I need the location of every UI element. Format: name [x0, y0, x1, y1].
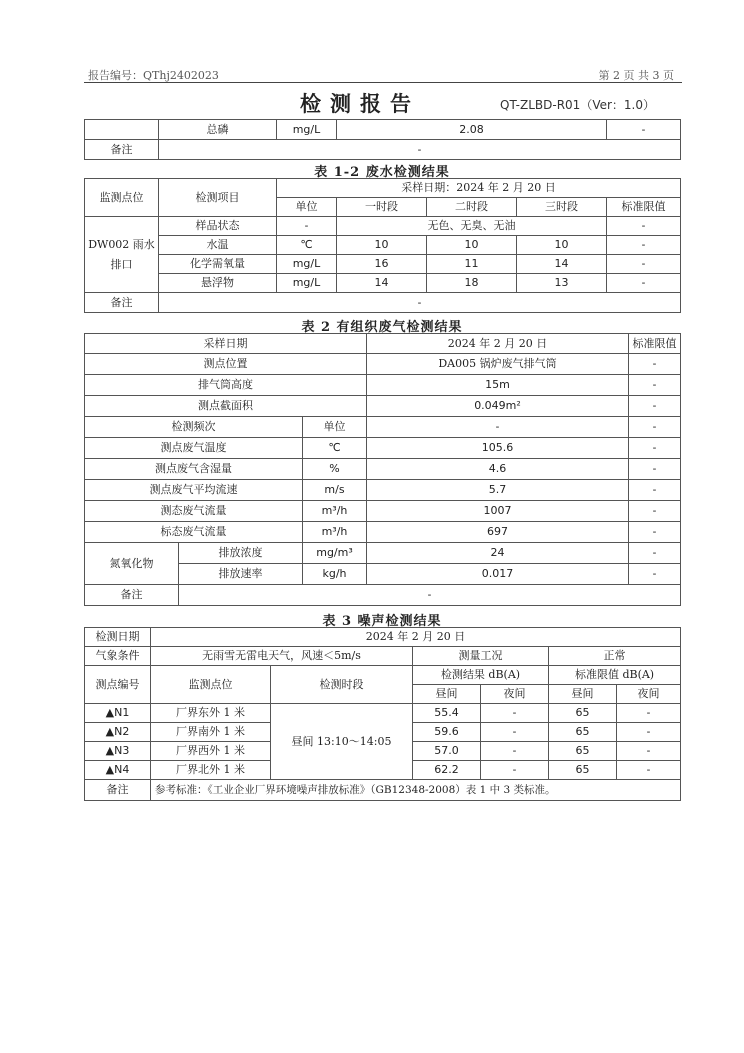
day-result: 62.2 — [413, 761, 481, 780]
point-location: 厂界东外 1 米 — [151, 704, 271, 723]
row-unit: m³/h — [303, 522, 367, 543]
noise-table — [84, 627, 681, 801]
header-limit: 标准限值 — [607, 198, 681, 217]
row-limit: - — [629, 501, 681, 522]
unit-cell: - — [277, 217, 337, 236]
wastewater-table — [84, 178, 681, 313]
value-cell: 14 — [337, 274, 427, 293]
page-header — [84, 66, 682, 83]
remark-label: 备注 — [85, 585, 179, 606]
period-value: 昼间 13:10～14:05 — [271, 704, 413, 780]
remark-value: - — [159, 140, 681, 160]
header-period-2: 二时段 — [427, 198, 517, 217]
limit-cell: - — [607, 236, 681, 255]
row-limit: - — [629, 375, 681, 396]
row-label: 测点废气平均流速 — [85, 480, 303, 501]
row-unit: % — [303, 459, 367, 480]
row-label: 测点截面积 — [85, 396, 367, 417]
item-cell: 样品状态 — [159, 217, 277, 236]
point-no: ▲N2 — [85, 723, 151, 742]
row-limit: - — [629, 564, 681, 585]
page-info: 第 2 页 共 3 页 — [598, 69, 674, 82]
row-label: 测点废气温度 — [85, 438, 303, 459]
row-limit: - — [629, 354, 681, 375]
row-label: 标态废气流量 — [85, 522, 303, 543]
header-limit-day: 昼间 — [549, 685, 617, 704]
row-unit: kg/h — [303, 564, 367, 585]
day-result: 59.6 — [413, 723, 481, 742]
row-label: 测态废气流量 — [85, 501, 303, 522]
continued-table — [84, 119, 681, 160]
row-limit: - — [629, 459, 681, 480]
remark-label: 备注 — [85, 780, 151, 801]
remark-value: 参考标准：《工业企业厂界环境噪声排放标准》（GB12348-2008）表 1 中 3 类标准。 — [151, 780, 681, 801]
point-no: ▲N1 — [85, 704, 151, 723]
row-value: DA005 锅炉废气排气筒 — [367, 354, 629, 375]
header-item: 检测项目 — [159, 179, 277, 217]
remark-label: 备注 — [85, 140, 159, 160]
header-period-1: 一时段 — [337, 198, 427, 217]
remark-value: - — [159, 293, 681, 313]
row-label: 排放浓度 — [179, 543, 303, 564]
value-cell: 2.08 — [337, 120, 607, 140]
header-limit: 标准限值 — [629, 334, 681, 354]
row-unit: ℃ — [303, 438, 367, 459]
night-result: - — [481, 704, 549, 723]
header-unit: 单位 — [277, 198, 337, 217]
point-location: 厂界西外 1 米 — [151, 742, 271, 761]
night-limit: - — [617, 761, 681, 780]
value-cell: 14 — [517, 255, 607, 274]
row-value: 24 — [367, 543, 629, 564]
night-result: - — [481, 723, 549, 742]
row-value: 0.049m² — [367, 396, 629, 417]
point-no: ▲N3 — [85, 742, 151, 761]
remark-label: 备注 — [85, 293, 159, 313]
row-value: 15m — [367, 375, 629, 396]
row-unit: mg/m³ — [303, 543, 367, 564]
row-limit: - — [629, 522, 681, 543]
day-limit: 65 — [549, 742, 617, 761]
unit-cell: mg/L — [277, 120, 337, 140]
row-label: 测点废气含湿量 — [85, 459, 303, 480]
row-value: 105.6 — [367, 438, 629, 459]
nox-label: 氮氧化物 — [85, 543, 179, 585]
header-point: 监测点位 — [151, 666, 271, 704]
row-limit: - — [629, 480, 681, 501]
header-limit-night: 夜间 — [617, 685, 681, 704]
weather-value: 无雨雪无雷电天气，风速＜5m/s — [151, 647, 413, 666]
row-value: 5.7 — [367, 480, 629, 501]
row-value: 0.017 — [367, 564, 629, 585]
row-unit: m/s — [303, 480, 367, 501]
value-cell: 10 — [427, 236, 517, 255]
row-unit: m³/h — [303, 501, 367, 522]
item-cell: 水温 — [159, 236, 277, 255]
unit-cell: ℃ — [277, 236, 337, 255]
value-cell: 16 — [337, 255, 427, 274]
header-date-label: 采样日期 — [85, 334, 367, 354]
row-label: 测点位置 — [85, 354, 367, 375]
header-no: 测点编号 — [85, 666, 151, 704]
freq-label: 检测频次 — [85, 417, 303, 438]
night-limit: - — [617, 723, 681, 742]
night-result: - — [481, 761, 549, 780]
freq-limit: - — [629, 417, 681, 438]
header-night: 夜间 — [481, 685, 549, 704]
row-value: 697 — [367, 522, 629, 543]
day-result: 55.4 — [413, 704, 481, 723]
item-cell: 悬浮物 — [159, 274, 277, 293]
day-limit: 65 — [549, 704, 617, 723]
report-number: 报告编号：QThj2402023 — [88, 69, 219, 82]
unit-cell: mg/L — [277, 255, 337, 274]
document-title: 检测报告 — [300, 91, 420, 116]
value-cell: 18 — [427, 274, 517, 293]
unit-cell: mg/L — [277, 274, 337, 293]
value-cell: 11 — [427, 255, 517, 274]
row-value: 4.6 — [367, 459, 629, 480]
row-label: 排气筒高度 — [85, 375, 367, 396]
value-cell: 无色、无臭、无油 — [337, 217, 607, 236]
day-result: 57.0 — [413, 742, 481, 761]
header-period: 检测时段 — [271, 666, 413, 704]
header-result: 检测结果 dB(A) — [413, 666, 549, 685]
condition-label: 测量工况 — [413, 647, 549, 666]
night-limit: - — [617, 742, 681, 761]
value-cell: 13 — [517, 274, 607, 293]
exhaust-gas-table — [84, 333, 681, 606]
header-point: 监测点位 — [85, 179, 159, 217]
remark-value: - — [179, 585, 681, 606]
header-date: 采样日期：2024 年 2 月 20 日 — [277, 179, 681, 198]
table-3-caption: 表 3 噪声检测结果 — [322, 614, 442, 629]
day-limit: 65 — [549, 761, 617, 780]
row-label: 排放速率 — [179, 564, 303, 585]
row-limit: - — [629, 438, 681, 459]
limit-cell: - — [607, 255, 681, 274]
table-1-2-caption: 表 1-2 废水检测结果 — [314, 165, 450, 180]
day-limit: 65 — [549, 723, 617, 742]
limit-cell: - — [607, 274, 681, 293]
header-day: 昼间 — [413, 685, 481, 704]
night-limit: - — [617, 704, 681, 723]
point-no: ▲N4 — [85, 761, 151, 780]
header-date-value: 2024 年 2 月 20 日 — [367, 334, 629, 354]
limit-cell: - — [607, 120, 681, 140]
row-value: 1007 — [367, 501, 629, 522]
item-cell: 化学需氧量 — [159, 255, 277, 274]
point-location: 厂界北外 1 米 — [151, 761, 271, 780]
header-period-3: 三时段 — [517, 198, 607, 217]
table-2-caption: 表 2 有组织废气检测结果 — [301, 320, 463, 335]
row-limit: - — [629, 396, 681, 417]
header-limit: 标准限值 dB(A) — [549, 666, 681, 685]
date-label: 检测日期 — [85, 628, 151, 647]
weather-label: 气象条件 — [85, 647, 151, 666]
freq-unit: 单位 — [303, 417, 367, 438]
document-code: QT-ZLBD-R01（Ver：1.0） — [500, 98, 655, 112]
value-cell: 10 — [517, 236, 607, 255]
point-cell: DW002 雨水排口 — [85, 217, 159, 293]
night-result: - — [481, 742, 549, 761]
point-location: 厂界南外 1 米 — [151, 723, 271, 742]
value-cell: 10 — [337, 236, 427, 255]
date-value: 2024 年 2 月 20 日 — [151, 628, 681, 647]
item-cell: 总磷 — [159, 120, 277, 140]
row-limit: - — [629, 543, 681, 564]
condition-value: 正常 — [549, 647, 681, 666]
freq-value: - — [367, 417, 629, 438]
limit-cell: - — [607, 217, 681, 236]
